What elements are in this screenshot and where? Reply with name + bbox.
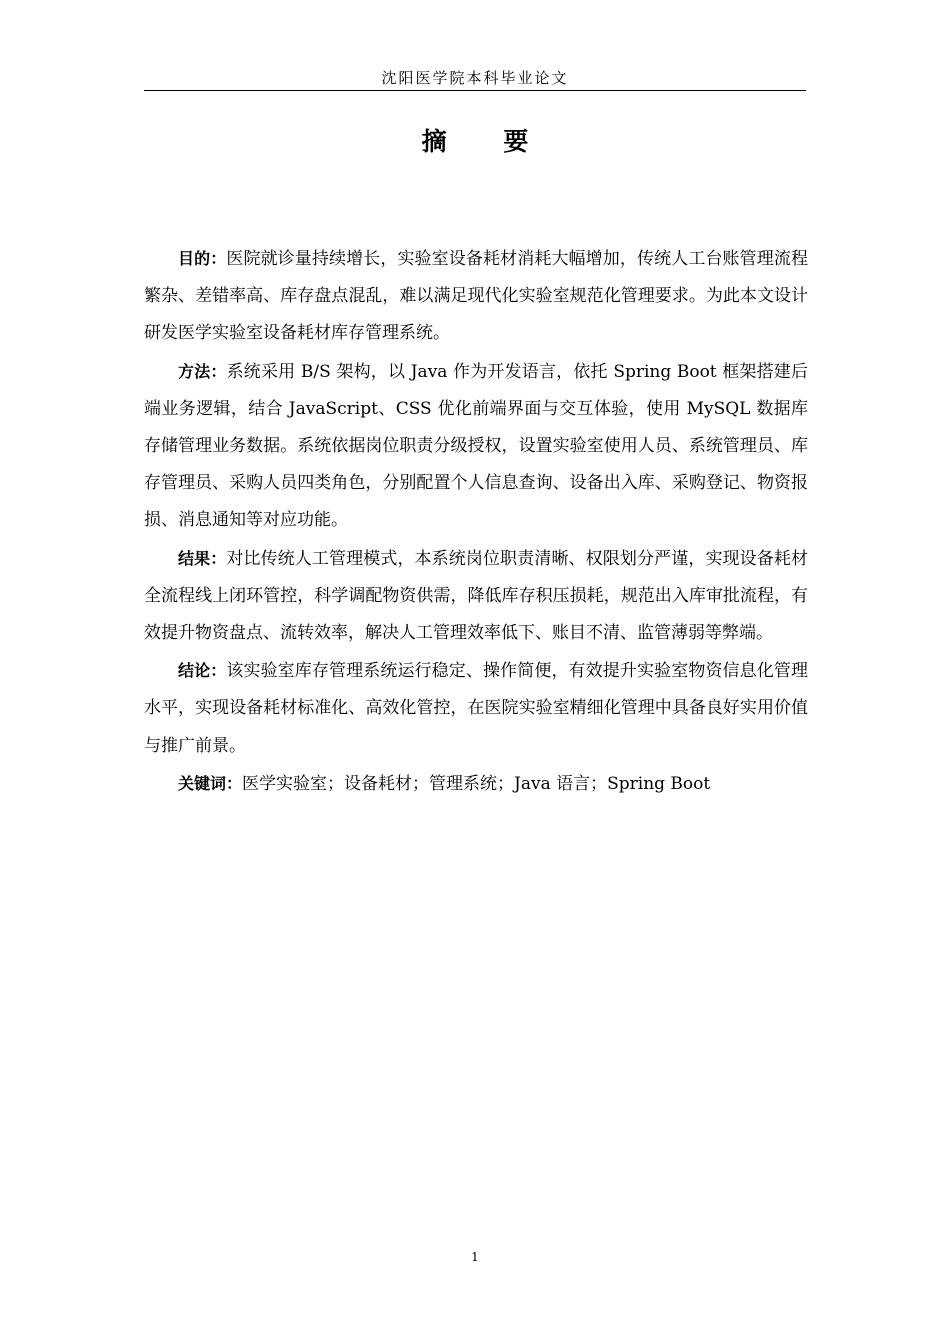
method-text: 系统采用 B/S 架构，以 Java 作为开发语言，依托 Spring Boot 框架搭建后端业务逻辑，结合 JavaScript、CSS 优化前端界面与交互体验，使用 MySQL 数据库存储管理业务数据。系统依据岗位职责分级授权，设置实验室使用人员、系统管理员、库存管理员、采购人员四类角色，分别配置个人信息查询、设备出入库、采购登记、物资报损、消息通知等对应功能。: [144, 361, 808, 531]
page-header: 沈阳医学院本科毕业论文: [144, 66, 806, 91]
keywords-label: 关键词：: [178, 773, 243, 793]
keywords-paragraph: [144, 765, 808, 803]
abstract-title: 摘 要: [421, 127, 553, 156]
purpose-label: 目的：: [178, 249, 227, 268]
method-paragraph: [144, 353, 808, 540]
keywords-text: 医学实验室；设备耗材；管理系统；Java 语言；Spring Boot: [242, 773, 711, 794]
abstract-body: [144, 240, 808, 803]
conclusion-paragraph: [144, 652, 808, 765]
purpose-paragraph: [144, 240, 808, 353]
conclusion-label: 结论：: [178, 661, 227, 681]
purpose-text: 医院就诊量持续增长，实验室设备耗材消耗大幅增加，传统人工台账管理流程繁杂、差错率高、库存盘点混乱，难以满足现代化实验室规范化管理要求。为此本文设计研发医学实验室设备耗材库存管理系统。: [144, 249, 808, 344]
method-label: 方法：: [178, 361, 227, 381]
result-label: 结果：: [178, 548, 227, 568]
page-number: 1: [471, 1250, 479, 1264]
result-paragraph: [144, 540, 808, 653]
conclusion-text: 该实验室库存管理系统运行稳定、操作简便，有效提升实验室物资信息化管理水平，实现设备耗材标准化、高效化管控，在医院实验室精细化管理中具备良好实用价值与推广前景。: [144, 661, 808, 756]
result-text: 对比传统人工管理模式，本系统岗位职责清晰、权限划分严谨，实现设备耗材全流程线上闭环管控，科学调配物资供需，降低库存积压损耗，规范出入库审批流程，有效提升物资盘点、流转效率，解决人工管理效率低下、账目不清、监管薄弱等弊端。: [144, 548, 808, 644]
